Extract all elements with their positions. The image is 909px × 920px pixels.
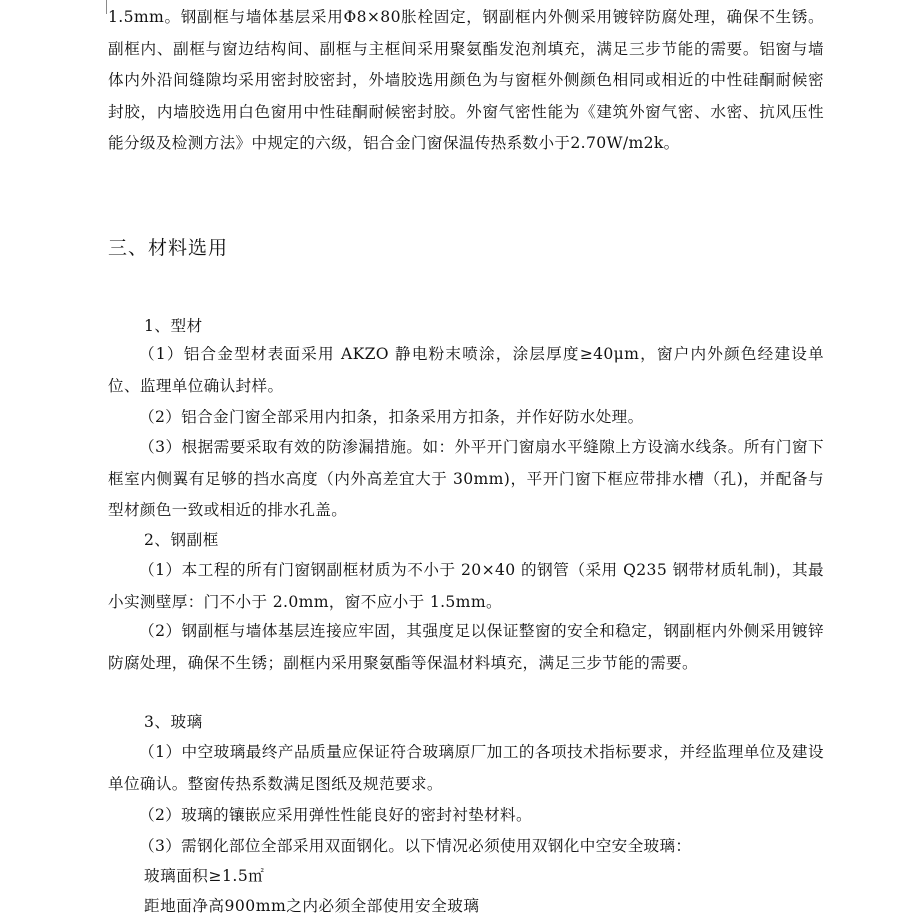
glass-condition-height: 距地面净高900mm之内必须全部使用安全玻璃 bbox=[144, 897, 480, 915]
steel-subframe-item-1: （1）本工程的所有门窗钢副框材质为不小于 20×40 的钢管（采用 Q235 钢带材质轧制)，其最小实测壁厚：门不小于 2.0mm，窗不应小于 1.5mm。 bbox=[108, 561, 824, 611]
profiles-item-3: （3）根据需要采取有效的防渗漏措施。如：外平开门窗扇水平缝隙上方设滴水线条。所有门窗下框室内侧翼有足够的挡水高度（内外高差宜大于 30mm)，平开门窗下框应带排水槽（孔)，并配备与型材颜色一致或相近的排水孔盖。 bbox=[108, 438, 824, 520]
glass-condition-area: 玻璃面积≥1.5㎡ bbox=[144, 867, 265, 885]
glass-item-1: （1）中空玻璃最终产品质量应保证符合玻璃原厂加工的各项技术指标要求，并经监理单位及建设单位确认。整窗传热系数满足图纸及规范要求。 bbox=[108, 743, 824, 793]
glass-item-3: （3）需钢化部位全部采用双面钢化。以下情况必须使用双钢化中空安全玻璃： bbox=[139, 837, 692, 855]
profiles-item-1: （1）铝合金型材表面采用 AKZO 静电粉末喷涂，涂层厚度≥40μm，窗户内外颜色经建设单位、监理单位确认封样。 bbox=[108, 345, 824, 395]
steel-subframe-item-2: （2）钢副框与墙体基层连接应牢固，其强度足以保证整窗的安全和稳定，钢副框内外侧采用镀锌防腐处理，确保不生锈；副框内采用聚氨酯等保温材料填充，满足三步节能的需要。 bbox=[108, 622, 824, 672]
subsection-title-steel-subframe: 2、钢副框 bbox=[144, 531, 219, 549]
section-heading-material-selection: 三、材料选用 bbox=[108, 237, 229, 259]
paragraph-window-frame-sealing: 1.5mm。钢副框与墙体基层采用Φ8×80胀栓固定，钢副框内外侧采用镀锌防腐处理，确保不生锈。副框内、副框与窗边结构间、副框与主框间采用聚氨酯发泡剂填充，满足三步节能的需要。铝窗与墙体内外沿间缝隙均采用密封胶密封，外墙胶选用颜色为与窗框外侧颜色相同或相近的中性硅酮耐候密封胶，内墙胶选用白色窗用中性硅酮耐候密封胶。外窗气密性能为《建筑外窗气密、水密、抗风压性能分级及检测方法》中规定的六级，铝合金门窗保温传热系数小于2.70W/m2k。 bbox=[108, 8, 824, 153]
subsection-title-profiles: 1、型材 bbox=[144, 317, 203, 335]
profiles-item-2: （2）铝合金门窗全部采用内扣条，扣条采用方扣条，并作好防水处理。 bbox=[139, 408, 644, 426]
glass-item-2: （2）玻璃的镶嵌应采用弹性性能良好的密封衬垫材料。 bbox=[139, 806, 532, 824]
subsection-title-glass: 3、玻璃 bbox=[144, 713, 203, 731]
page-edge-line bbox=[106, 0, 107, 14]
